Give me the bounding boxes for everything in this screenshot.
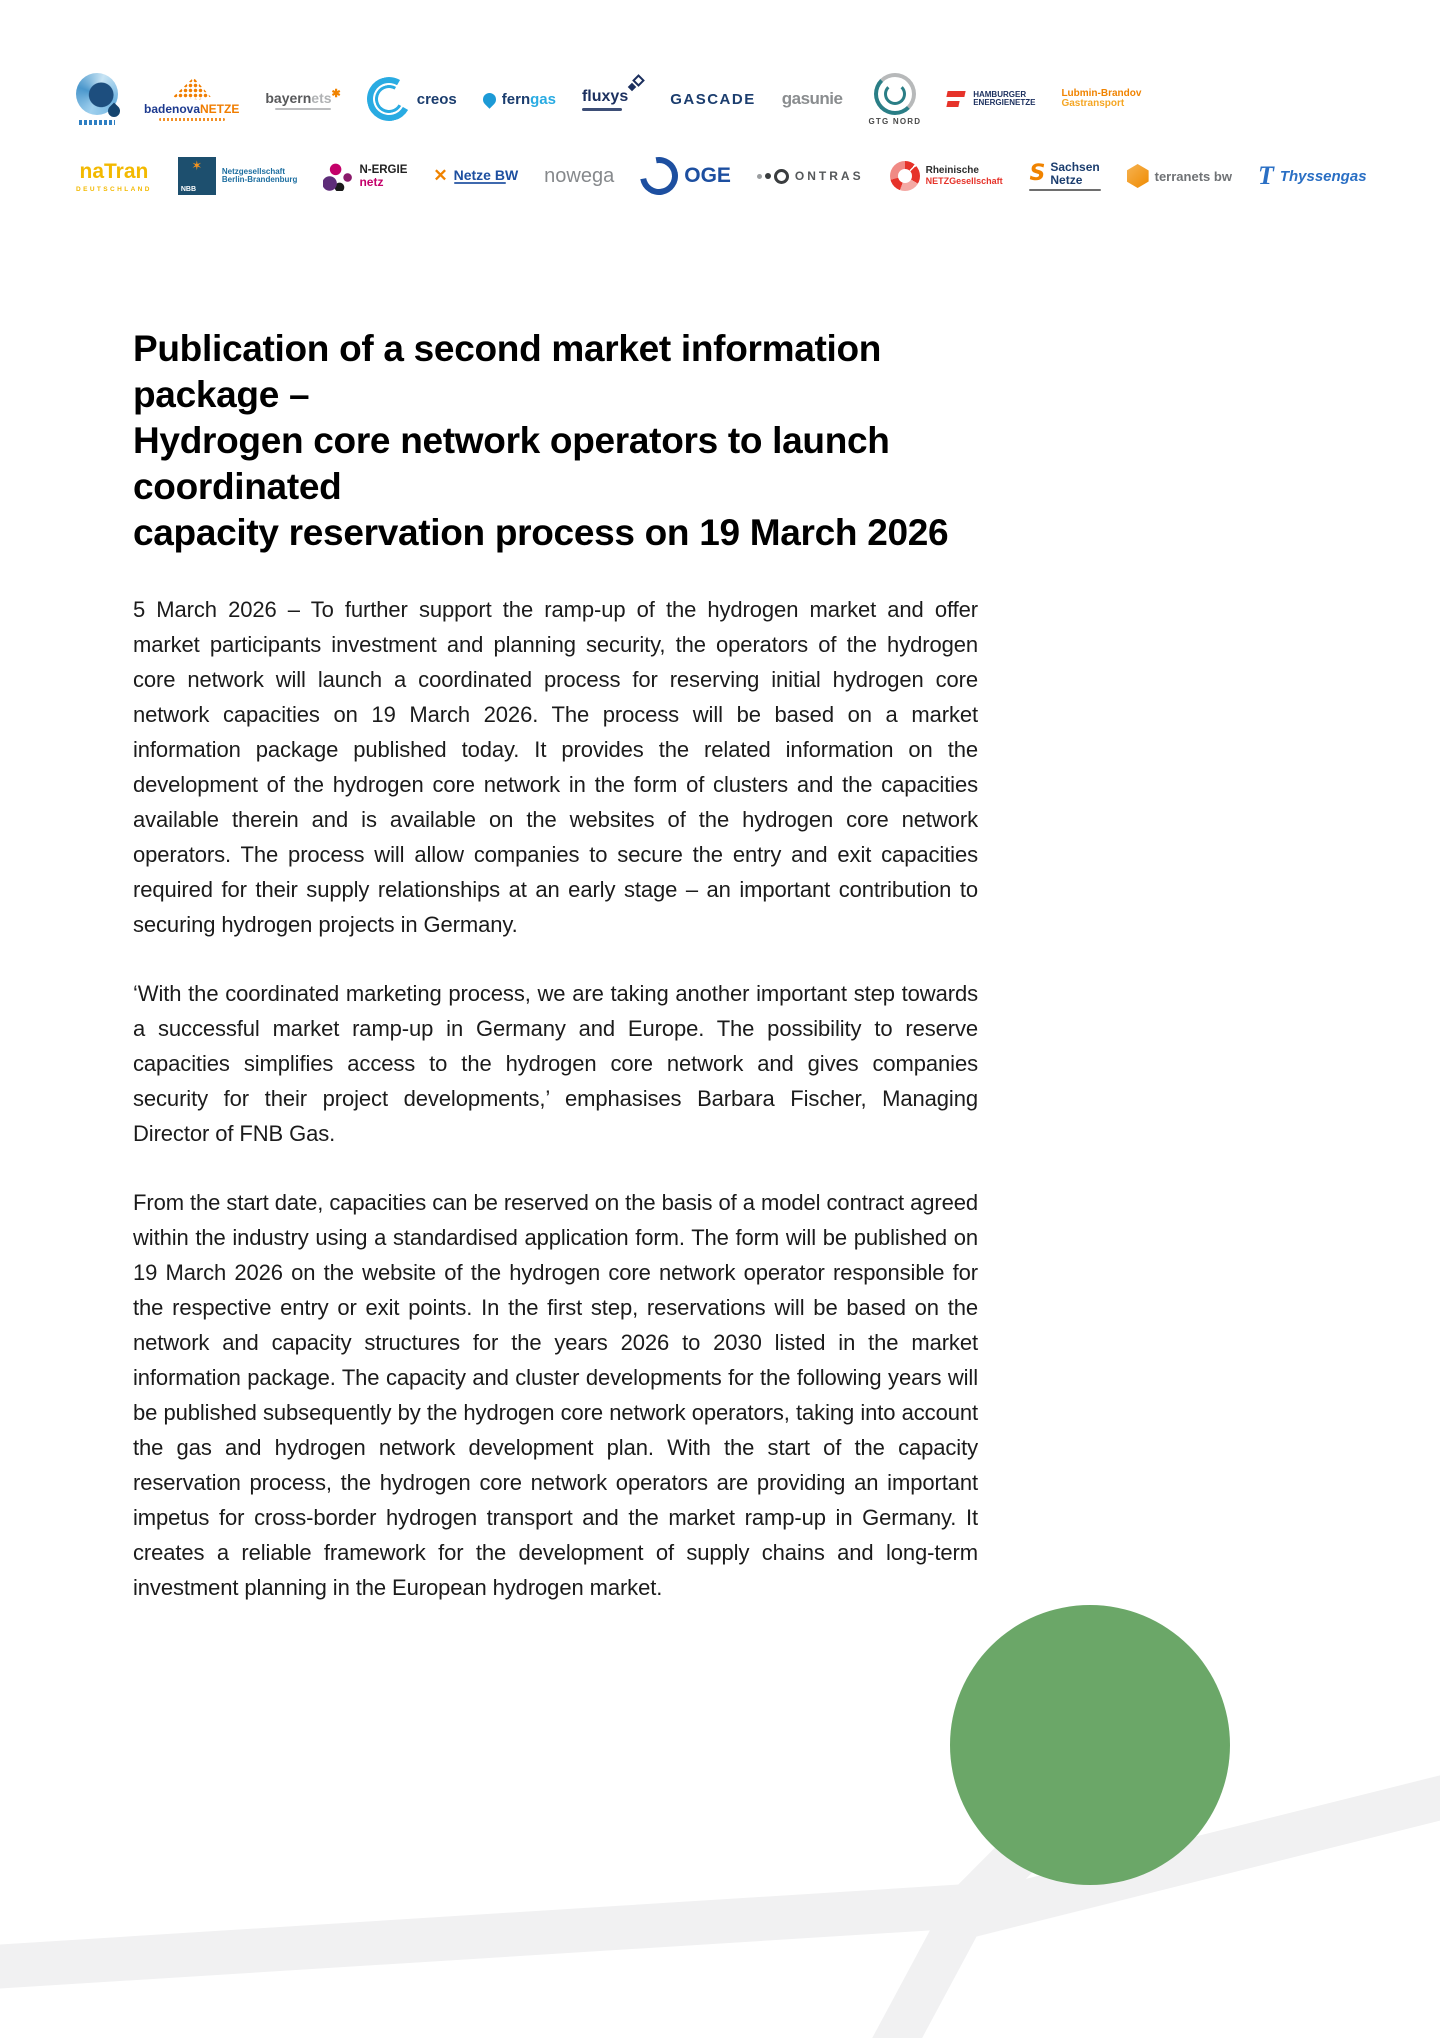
logo-thyssengas: [1258, 163, 1367, 189]
network-lines: [0, 1788, 1440, 2038]
gasunie-wordmark: gasunie: [781, 89, 843, 108]
ontras-dots-icon: [757, 169, 789, 184]
logo-n-ergie-netz: [323, 161, 407, 191]
green-circle-decoration: [950, 1605, 1230, 1885]
sachsennetze-wordmark: Sachsen Netze: [1050, 160, 1100, 187]
page-title: [133, 326, 978, 556]
logo-netze-bw: [433, 167, 518, 186]
title-line-3: capacity reservation process on 19 March 2026: [133, 512, 949, 553]
hamburger-energienetze-icon: [947, 89, 967, 109]
logo-lubmin-brandov-gastransport: [1061, 89, 1141, 110]
gascade-wordmark: GASCADE: [670, 90, 756, 108]
logo-terranets-bw: [1127, 164, 1232, 188]
logo-header: [76, 62, 1367, 208]
gtg-nord-ring-icon: [874, 73, 916, 115]
logo-creos: [367, 77, 457, 121]
paragraph-quote: ‘With the coordinated marketing process, we are taking another important step towards a successful market ramp-up in Germany and Europe. The possibility to reserve capacities simplifies access to the hydrogen core network and gives companies security for their project developments,’ emphasises Barbara Fischer, Managing Director of FNB Gas.: [133, 981, 978, 1146]
logo-hamburger-energienetze: [947, 89, 1035, 109]
title-line-2: Hydrogen core network operators to launch coordinated: [133, 420, 890, 507]
logo-row-2: [76, 144, 1367, 208]
thyssengas-wordmark: Thyssengas: [1279, 167, 1367, 185]
logo-blue-drop-emblem: [76, 73, 118, 125]
netze-bw-wordmark: Netze BW: [453, 166, 519, 183]
creos-wordmark: creos: [416, 90, 457, 108]
creos-c-rings-icon: [362, 72, 416, 126]
logo-gasunie: [782, 89, 843, 109]
logo-row-1: [76, 62, 1142, 136]
badenova-wordmark: badenovaNETZE: [144, 101, 240, 116]
logo-sachsennetze: [1029, 161, 1101, 190]
logo-fluxys: [582, 88, 644, 111]
fluxys-molecule-icon: [628, 76, 644, 92]
logo-ontras: [757, 169, 864, 184]
terranets-wordmark: terranets bw: [1154, 168, 1232, 184]
lubmin-brandov-wordmark: Lubmin-Brandov Gastransport: [1061, 87, 1142, 109]
illegible-wordmark-stripe: [79, 120, 115, 125]
fluxys-wordmark-group: [582, 88, 644, 106]
paragraph-intro: 5 March 2026 – To further support the ramp-up of the hydrogen market and offer market participants investment and planning security, the operators of the hydrogen core network will launch a coordinated process for reserving initial hydrogen core network capacities on 19 March 2026. The process will be based on a market information package published today. It provides the related information on the development of the hydrogen core network in the form of clusters and the capacities available therein and is available on the websites of the hydrogen core network operators. The process will allow companies to secure the entry and exit capacities required for their supply relationships at an early stage – an important contribution to securing hydrogen projects in Germany.: [133, 597, 978, 937]
rheinische-wordmark: Rheinische NETZGesellschaft: [925, 165, 1003, 186]
natran-wordmark: naTran: [79, 159, 149, 183]
ferngas-drop-icon: [480, 90, 498, 108]
logo-ferngas: [483, 91, 556, 108]
paragraph-details: From the start date, capacities can be reserved on the basis of a model contract agreed within the industry using a standardised application form. The form will be published on 19 March 2026 on the website of the hydrogen core network operator responsible for the respective entry or exit points. In the first step, reservations will be based on the network and capacity structures for the years 2026 to 2030 listed in the market information package. The capacity and cluster developments for the following years will be published subsequently by the hydrogen core network operators, taking into account the gas and hydrogen network development plan. With the start of the capacity reservation process, the hydrogen core network operators are providing an important impetus for cross-border hydrogen transport and the market ramp-up in Germany. It creates a reliable framework for the development of supply chains and long-term investment planning in the European hydrogen market.: [133, 1190, 978, 1600]
netze-bw-star-icon: [433, 167, 447, 186]
nowega-wordmark: nowega: [544, 164, 615, 187]
logo-nbb-netzgesellschaft: [178, 157, 298, 195]
logo-oge: [640, 157, 731, 195]
logo-rheinische-netzgesellschaft: [890, 161, 1003, 191]
ferngas-wordmark: ferngas: [501, 90, 556, 108]
nbb-wordmark: Netzgesellschaft Berlin-Brandenburg: [221, 166, 298, 184]
rheinische-ring-icon: [890, 161, 920, 191]
bayernets-tagline-stripe: [275, 108, 331, 110]
bayernets-wordmark: bayernets ✱: [265, 89, 340, 106]
bayernets-flower-icon: [332, 90, 341, 106]
sachsennetze-tagline-stripe: [1029, 189, 1101, 191]
sachsennetze-group: [1030, 161, 1100, 186]
logo-gascade: [670, 91, 756, 108]
sachsennetze-s-icon: [1030, 163, 1046, 185]
netze-bw-tagline-stripe: [454, 182, 506, 184]
title-line-1: Publication of a second market information package –: [133, 328, 882, 415]
fluxys-tagline-stripe: [582, 108, 622, 111]
logo-bayernets: [265, 89, 340, 110]
natran-country-label: DEUTSCHLAND: [76, 185, 152, 193]
logo-badenova-netze: [144, 78, 239, 121]
thyssengas-t-icon: [1258, 163, 1274, 189]
oge-ring-icon: [633, 150, 686, 203]
logo-natran-deutschland: [76, 160, 152, 193]
logo-gtg-nord: [868, 73, 921, 126]
hamburger-energienetze-wordmark: HAMBURGER ENERGIENETZE: [973, 89, 1036, 107]
nbb-square-icon: ✶ NBB: [178, 157, 216, 195]
n-ergie-wordmark: N-ERGIE netz: [359, 163, 408, 189]
badenova-tagline-stripe: [159, 118, 225, 121]
press-release-body: [133, 326, 978, 1639]
logo-nowega: [544, 165, 614, 188]
gtg-nord-wordmark: GTG NORD: [868, 116, 922, 126]
badenova-dots-icon: [173, 78, 211, 100]
oge-wordmark: OGE: [684, 164, 731, 187]
terranets-hexagon-icon: [1127, 164, 1149, 188]
fluxys-wordmark: fluxys: [581, 87, 629, 105]
ontras-wordmark: ONTRAS: [794, 169, 864, 183]
n-ergie-dots-icon: [323, 161, 353, 191]
water-drop-swirl-icon: [76, 73, 118, 115]
